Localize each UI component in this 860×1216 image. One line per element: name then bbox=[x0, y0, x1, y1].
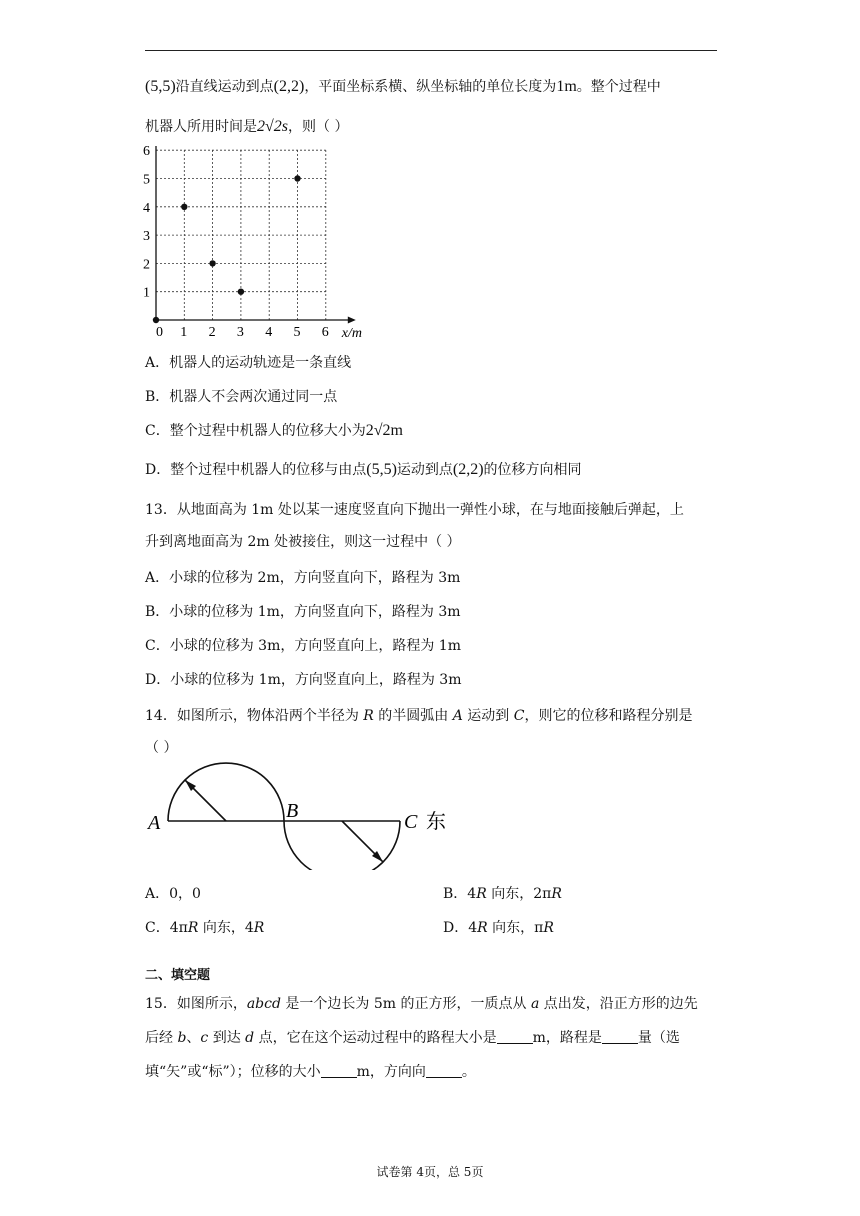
x-tick-label: 5 bbox=[293, 325, 301, 340]
label-c: C bbox=[404, 811, 418, 833]
point-5-5: (5,5) bbox=[145, 78, 176, 95]
stem-text: 14．如图所示，物体沿两个半径为 bbox=[145, 708, 364, 724]
q12-option-c bbox=[145, 421, 403, 441]
unit-length: 1m bbox=[556, 78, 577, 95]
y-tick-label: 1 bbox=[143, 285, 150, 301]
stem-text: ，则（ ） bbox=[288, 119, 349, 135]
q13-option-d: D．小球的位移为 1m，方向竖直向上，路程为 3m bbox=[145, 672, 462, 688]
stem-text: 运动到 bbox=[462, 708, 514, 724]
var-r: R bbox=[253, 920, 265, 936]
var-r: R bbox=[187, 920, 199, 936]
var-c: c bbox=[200, 1030, 209, 1046]
answer-blank-4[interactable] bbox=[426, 1063, 462, 1078]
q12-coordinate-chart bbox=[138, 146, 368, 346]
data-point bbox=[153, 317, 159, 323]
label-east: 东 bbox=[426, 811, 446, 833]
var-b: b bbox=[177, 1030, 187, 1046]
chart-points bbox=[153, 175, 301, 323]
q12-option-a: A．机器人的运动轨迹是一条直线 bbox=[145, 355, 352, 371]
label-a: A bbox=[148, 812, 161, 834]
q13-option-b: B．小球的位移为 1m，方向竖直向下，路程为 3m bbox=[145, 604, 461, 620]
stem-text: 到达 bbox=[208, 1030, 246, 1046]
stem-text: 点，它在这个运动过程中的路程大小是 bbox=[254, 1030, 497, 1046]
q12-option-b: B．机器人不会两次通过同一点 bbox=[145, 389, 338, 405]
option-text: D．4 bbox=[443, 920, 478, 936]
option-text: C．4π bbox=[145, 920, 188, 936]
x-axis-label: x/m bbox=[341, 326, 363, 341]
q14-option-d bbox=[443, 918, 554, 938]
option-text: 运动到点 bbox=[396, 462, 453, 478]
stem-text: m，方向向 bbox=[356, 1064, 426, 1080]
q14-option-a: A．0，0 bbox=[145, 886, 201, 902]
data-point bbox=[294, 175, 300, 181]
q15-stem-line2 bbox=[145, 1028, 680, 1048]
stem-text: 。整个过程中 bbox=[576, 79, 661, 95]
var-a: a bbox=[530, 996, 540, 1012]
q15-stem-line1 bbox=[145, 994, 698, 1014]
header-rule bbox=[145, 50, 717, 51]
lower-semicircle-arc bbox=[284, 821, 400, 870]
point-2-2: (2,2) bbox=[452, 461, 484, 478]
stem-text: 、 bbox=[186, 1030, 201, 1046]
q12-stem-line1 bbox=[145, 77, 661, 97]
chart-tick-labels bbox=[143, 146, 329, 340]
label-b: B bbox=[286, 800, 299, 822]
q13-option-c: C．小球的位移为 3m，方向竖直向上，路程为 1m bbox=[145, 638, 461, 654]
y-tick-label: 2 bbox=[143, 257, 150, 273]
y-tick-label: 4 bbox=[143, 200, 150, 216]
time-value: 2√2s bbox=[257, 118, 289, 135]
y-tick-label: 5 bbox=[143, 172, 150, 188]
x-tick-label: 6 bbox=[321, 325, 329, 340]
option-text: 的位移方向相同 bbox=[483, 462, 582, 478]
var-a: A bbox=[452, 708, 463, 724]
stem-text: 的半圆弧由 bbox=[373, 708, 453, 724]
x-tick-label: 1 bbox=[180, 325, 188, 340]
x-tick-label: 0 bbox=[156, 325, 163, 340]
q12-stem-line2 bbox=[145, 117, 348, 137]
stem-text: 填“矢”或“标”）；位移的大小 bbox=[145, 1064, 321, 1080]
stem-text: 是一个边长为 5m 的正方形，一质点从 bbox=[280, 996, 531, 1012]
option-text: 向东，2π bbox=[486, 886, 552, 902]
q14-stem-line1 bbox=[145, 706, 692, 726]
stem-text: 15．如图所示， bbox=[145, 996, 247, 1012]
stem-text: 点出发，沿正方形的边先 bbox=[539, 996, 698, 1012]
option-text: 向东，4 bbox=[198, 920, 254, 936]
var-r: R bbox=[476, 886, 487, 902]
point-5-5: (5,5) bbox=[366, 461, 397, 478]
data-point bbox=[238, 289, 244, 295]
option-text: B．4 bbox=[443, 886, 477, 902]
var-r: R bbox=[477, 920, 488, 936]
var-r: R bbox=[543, 920, 554, 936]
x-tick-label: 2 bbox=[208, 325, 216, 340]
answer-blank-1[interactable] bbox=[497, 1029, 533, 1044]
data-point bbox=[181, 204, 187, 210]
y-tick-label: 3 bbox=[143, 229, 150, 245]
point-2-2: (2,2) bbox=[273, 78, 305, 95]
answer-blank-2[interactable] bbox=[602, 1029, 638, 1044]
stem-text: 沿直线运动到点 bbox=[175, 79, 274, 95]
q15-stem-line3 bbox=[145, 1062, 476, 1082]
page-footer: 试卷第 4页，总 5页 bbox=[376, 1165, 484, 1179]
stem-text: 量（选 bbox=[637, 1030, 680, 1046]
stem-text: 后经 bbox=[145, 1030, 178, 1046]
q14-option-c bbox=[145, 918, 264, 938]
q13-stem-line2: 升到离地面高为 2m 处被接住，则这一过程中（ ） bbox=[145, 534, 461, 550]
data-point bbox=[209, 260, 215, 266]
y-tick-label: 6 bbox=[143, 146, 150, 160]
q13-option-a: A．小球的位移为 2m，方向竖直向下，路程为 3m bbox=[145, 570, 461, 586]
stem-text: m，路程是 bbox=[532, 1030, 602, 1046]
q13-stem-line1: 13．从地面高为 1m 处以某一速度竖直向下抛出一弹性小球，在与地面接触后弹起，上 bbox=[145, 502, 684, 518]
q14-stem-line2: （ ） bbox=[145, 740, 178, 756]
stem-text: 。 bbox=[461, 1064, 476, 1080]
answer-blank-3[interactable] bbox=[321, 1063, 357, 1078]
var-d: d bbox=[245, 1030, 255, 1046]
var-abcd: abcd bbox=[246, 996, 281, 1012]
option-text: C．整个过程中机器人的位移大小为 bbox=[145, 423, 366, 439]
option-text: D．整个过程中机器人的位移与由点 bbox=[145, 462, 367, 478]
stem-text: ，平面坐标系横、纵坐标轴的单位长度为 bbox=[304, 79, 557, 95]
stem-text: ，则它的位移和路程分别是 bbox=[524, 708, 693, 724]
var-r: R bbox=[551, 886, 562, 902]
option-text: 向东，π bbox=[487, 920, 544, 936]
x-axis-arrowhead bbox=[348, 317, 356, 324]
q12-option-d bbox=[145, 460, 582, 480]
var-r: R bbox=[363, 708, 374, 724]
x-tick-label: 4 bbox=[265, 325, 273, 340]
var-c: C bbox=[513, 708, 525, 724]
section-title: 二、填空题 bbox=[145, 968, 211, 983]
upper-semicircle-arc bbox=[168, 763, 284, 821]
stem-text: 机器人所用时间是 bbox=[145, 119, 257, 135]
q14-semicircle-figure bbox=[140, 760, 460, 870]
q14-option-b bbox=[443, 884, 562, 904]
x-tick-label: 3 bbox=[236, 325, 244, 340]
option-math: 2√2m bbox=[365, 422, 403, 439]
